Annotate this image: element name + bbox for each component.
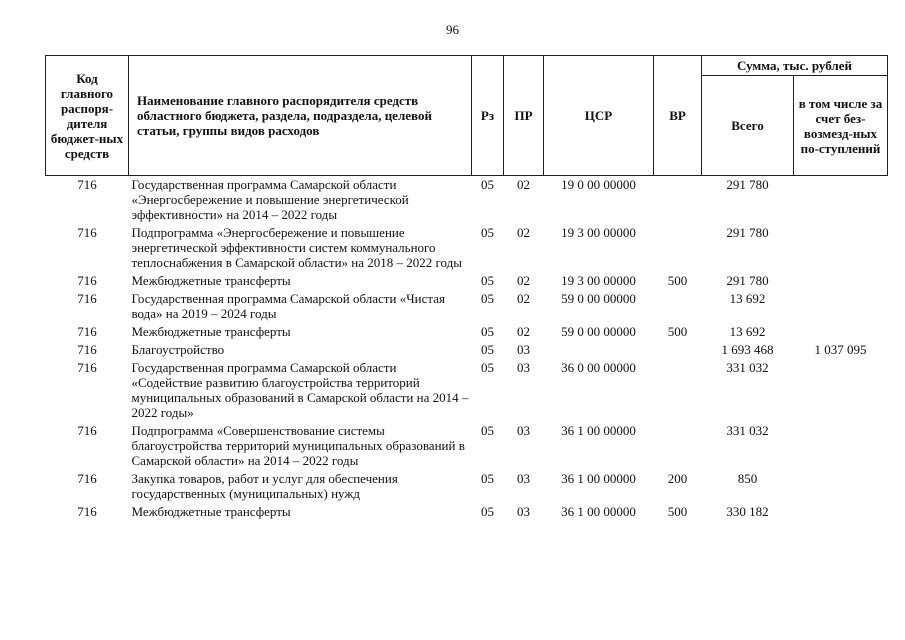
cell-free xyxy=(794,470,888,503)
cell-pr: 03 xyxy=(517,471,530,486)
cell-pr: 02 xyxy=(517,273,530,288)
header-pr: ПР xyxy=(504,56,544,176)
cell-code: 716 xyxy=(77,504,97,519)
header-csr: ЦСР xyxy=(544,56,654,176)
cell-name: Межбюджетные трансферты xyxy=(131,273,291,288)
cell-free xyxy=(794,359,888,422)
cell-total: 291 780 xyxy=(726,177,769,192)
cell-code: 716 xyxy=(77,471,97,486)
cell-total: 330 182 xyxy=(726,504,769,519)
cell-name: Межбюджетные трансферты xyxy=(131,324,291,339)
cell-vr xyxy=(654,176,702,225)
cell-rz: 05 xyxy=(481,273,494,288)
cell-code: 716 xyxy=(77,324,97,339)
cell-rz: 05 xyxy=(481,324,494,339)
cell-total: 291 780 xyxy=(726,225,769,240)
cell-name: Государственная программа Самарской области «Чистая вода» на 2019 – 2024 годы xyxy=(131,291,445,321)
cell-pr: 03 xyxy=(517,342,530,357)
table-row xyxy=(46,470,888,503)
cell-pr: 02 xyxy=(517,177,530,192)
table-row xyxy=(46,224,888,272)
cell-csr: 36 1 00 00000 xyxy=(561,471,636,486)
cell-free xyxy=(794,503,888,521)
cell-total: 331 032 xyxy=(726,360,769,375)
cell-pr: 02 xyxy=(517,291,530,306)
cell-name: Межбюджетные трансферты xyxy=(131,504,291,519)
table-row xyxy=(46,503,888,521)
cell-vr: 200 xyxy=(667,471,688,486)
cell-csr: 59 0 00 00000 xyxy=(561,324,636,339)
cell-vr xyxy=(654,359,702,422)
cell-code: 716 xyxy=(77,360,97,375)
cell-code: 716 xyxy=(77,225,97,240)
table-row xyxy=(46,176,888,225)
cell-total: 291 780 xyxy=(726,273,769,288)
table-row xyxy=(46,359,888,422)
cell-csr xyxy=(544,341,654,359)
cell-vr xyxy=(654,341,702,359)
cell-rz: 05 xyxy=(481,423,494,438)
cell-pr: 03 xyxy=(517,423,530,438)
cell-name: Благоустройство xyxy=(131,342,225,357)
cell-csr: 19 3 00 00000 xyxy=(561,225,636,240)
cell-rz: 05 xyxy=(481,177,494,192)
cell-pr: 03 xyxy=(517,504,530,519)
cell-free xyxy=(794,290,888,323)
cell-vr: 500 xyxy=(667,504,688,519)
cell-total: 850 xyxy=(737,471,758,486)
cell-pr: 02 xyxy=(517,225,530,240)
cell-csr: 36 1 00 00000 xyxy=(561,504,636,519)
table-row xyxy=(46,323,888,341)
page-number: 96 xyxy=(446,22,459,37)
cell-code: 716 xyxy=(77,177,97,192)
cell-free xyxy=(794,176,888,225)
cell-free xyxy=(794,323,888,341)
cell-total: 1 693 468 xyxy=(721,342,774,357)
cell-free xyxy=(794,272,888,290)
cell-total: 331 032 xyxy=(726,423,769,438)
table-row xyxy=(46,341,888,359)
header-sum: Сумма, тыс. рублей xyxy=(702,56,888,76)
cell-csr: 36 1 00 00000 xyxy=(561,423,636,438)
cell-csr: 19 3 00 00000 xyxy=(561,273,636,288)
cell-code: 716 xyxy=(77,423,97,438)
header-rz: Рз xyxy=(472,56,504,176)
cell-vr xyxy=(654,224,702,272)
cell-vr: 500 xyxy=(667,324,688,339)
cell-pr: 03 xyxy=(517,360,530,375)
header-name: Наименование главного распорядителя средств областного бюджета, раздела, подраздела, целевой статьи, группы видов расходов xyxy=(129,56,472,176)
header-total: Всего xyxy=(702,76,794,176)
budget-table xyxy=(45,55,888,521)
cell-code: 716 xyxy=(77,291,97,306)
header-vr: ВР xyxy=(654,56,702,176)
cell-rz: 05 xyxy=(481,291,494,306)
cell-total: 13 692 xyxy=(729,291,766,306)
cell-csr: 59 0 00 00000 xyxy=(561,291,636,306)
table-row xyxy=(46,290,888,323)
cell-total: 13 692 xyxy=(729,324,766,339)
cell-rz: 05 xyxy=(481,504,494,519)
cell-name: Подпрограмма «Совершенствование системы благоустройства территорий муниципальных образований в Самарской области» на 2014 – 2022 годы xyxy=(131,423,465,468)
table-row xyxy=(46,422,888,470)
cell-csr: 36 0 00 00000 xyxy=(561,360,636,375)
cell-vr xyxy=(654,290,702,323)
cell-rz: 05 xyxy=(481,471,494,486)
header-free: в том числе за счет без-возмезд-ных по-ступлений xyxy=(794,76,888,176)
cell-pr: 02 xyxy=(517,324,530,339)
cell-name: Государственная программа Самарской области «Содействие развитию благоустройства территорий муниципальных образований в Самарской области на 2014 – 2022 годы» xyxy=(131,360,469,420)
cell-rz: 05 xyxy=(481,360,494,375)
cell-rz: 05 xyxy=(481,342,494,357)
header-code: Код главного распоря-дителя бюджет-ных средств xyxy=(46,56,129,176)
cell-vr: 500 xyxy=(667,273,688,288)
cell-code: 716 xyxy=(77,273,97,288)
cell-csr: 19 0 00 00000 xyxy=(561,177,636,192)
cell-free: 1 037 095 xyxy=(814,342,867,357)
cell-name: Подпрограмма «Энергосбережение и повышение энергетической эффективности систем коммунального теплоснабжения в Самарской области» на 2018 – 2022 годы xyxy=(131,225,463,270)
table-body xyxy=(46,176,888,522)
table-row xyxy=(46,272,888,290)
cell-rz: 05 xyxy=(481,225,494,240)
cell-free xyxy=(794,422,888,470)
table-header xyxy=(46,56,888,176)
cell-vr xyxy=(654,422,702,470)
cell-name: Государственная программа Самарской области «Энергосбережение и повышение энергетической эффективности» на 2014 – 2022 годы xyxy=(131,177,409,222)
cell-name: Закупка товаров, работ и услуг для обеспечения государственных (муниципальных) нужд xyxy=(131,471,398,501)
cell-code: 716 xyxy=(77,342,97,357)
cell-free xyxy=(794,224,888,272)
